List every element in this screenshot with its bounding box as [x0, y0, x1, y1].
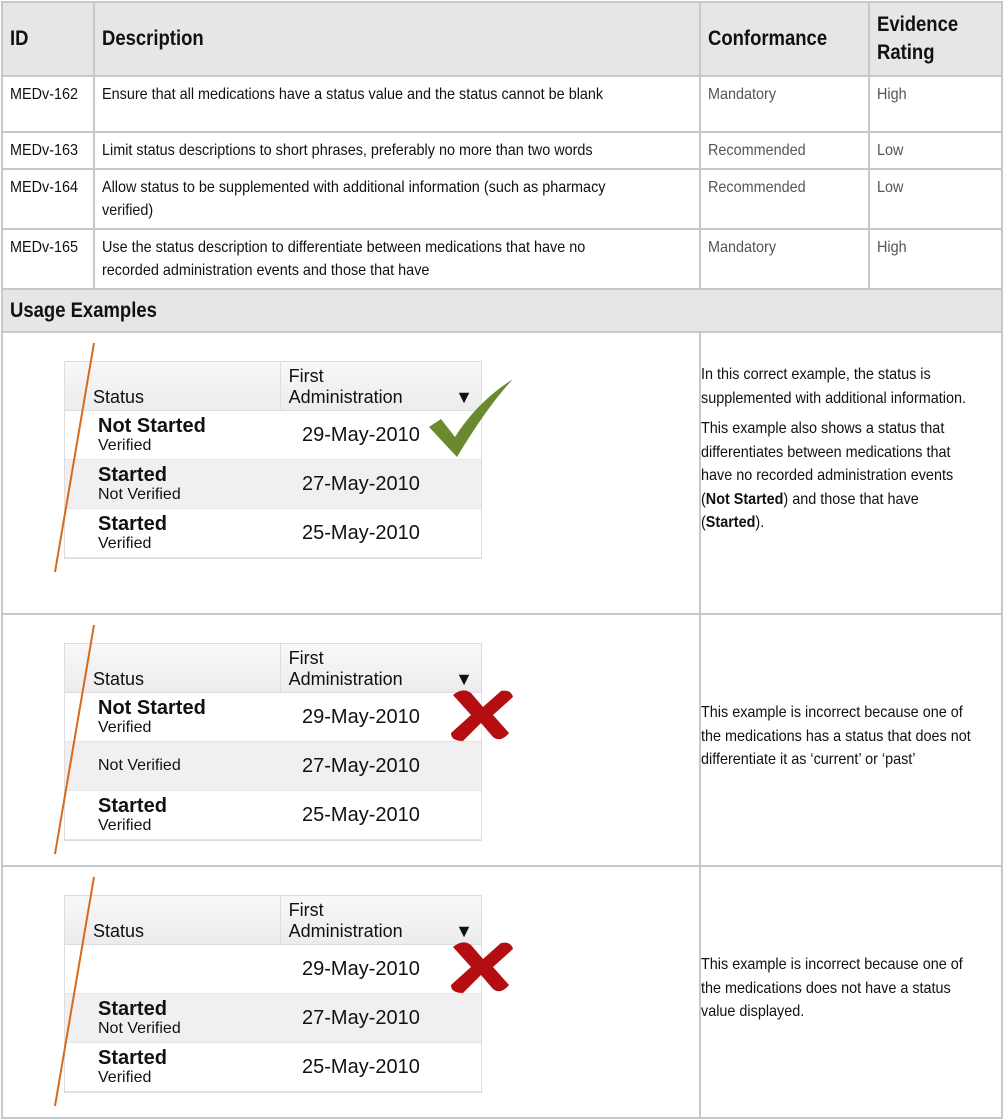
- row-description: Allow status to be supplemented with additional information (such as pharmacy verified): [94, 169, 700, 229]
- row-rating: High: [869, 229, 1002, 289]
- example-description: [700, 866, 1002, 1118]
- example-description: [700, 614, 1002, 866]
- first-admin-column-header[interactable]: First Administration ▼: [288, 648, 473, 689]
- first-admin-column-header[interactable]: First Administration ▼: [288, 366, 473, 407]
- status-sub: Not Verified: [98, 757, 181, 774]
- orange-line-decoration: [3, 333, 123, 583]
- guidelines-table: [1, 1, 1003, 1119]
- row-id: MEDv-165: [2, 229, 94, 289]
- usage-example: [2, 614, 1002, 866]
- status-column-header[interactable]: Status: [65, 896, 281, 944]
- row-rating: High: [869, 76, 1002, 132]
- row-description: Use the status description to differentiate between medications that have no recorded administration events and those that have: [94, 229, 700, 289]
- date-value: 29-May-2010: [302, 423, 420, 446]
- row-id: MEDv-162: [2, 76, 94, 132]
- row-description: Ensure that all medications have a status value and the status cannot be blank: [94, 76, 700, 132]
- date-value: 25-May-2010: [302, 1055, 420, 1078]
- checkmark-icon: [427, 377, 517, 459]
- row-description: Limit status descriptions to short phrases, preferably no more than two words: [94, 132, 700, 169]
- usage-example: [2, 332, 1002, 614]
- status-column-header[interactable]: Status: [65, 362, 281, 410]
- medication-status-table: [64, 643, 482, 841]
- row-rating: Low: [869, 169, 1002, 229]
- example-image: [2, 614, 700, 866]
- row-rating: Low: [869, 132, 1002, 169]
- row-conformance: Recommended: [700, 169, 869, 229]
- header-description: Description: [94, 2, 700, 76]
- mini-row: [65, 742, 481, 791]
- guideline-row: [2, 132, 1002, 169]
- date-value: 27-May-2010: [302, 1006, 420, 1029]
- mini-row: [65, 791, 481, 840]
- row-conformance: Mandatory: [700, 76, 869, 132]
- guideline-row: [2, 229, 1002, 289]
- status-value: Started: [98, 464, 167, 486]
- status-value: Started: [98, 513, 167, 535]
- header-row: [2, 2, 1002, 76]
- status-sub: Verified: [98, 1069, 152, 1086]
- status-value: Started: [98, 1047, 167, 1069]
- sort-desc-icon: ▼: [455, 921, 473, 941]
- row-id: MEDv-164: [2, 169, 94, 229]
- mini-row: [65, 460, 481, 509]
- date-value: 29-May-2010: [302, 957, 420, 980]
- status-sub: Verified: [98, 719, 152, 736]
- status-sub: Verified: [98, 817, 152, 834]
- mini-row: [65, 1043, 481, 1092]
- example-text-2: This example also shows a status that differentiates between medications that have no recorded administration events (Not Started) and those that have (Started).: [700, 420, 953, 531]
- example-text: This example is incorrect because one of the medications does not have a status value displayed.: [700, 956, 963, 1021]
- usage-example: [2, 866, 1002, 1118]
- header-id: ID: [2, 2, 94, 76]
- status-sub: Not Verified: [98, 1020, 181, 1037]
- example-image: [2, 332, 700, 614]
- cross-icon: [449, 939, 515, 995]
- date-value: 29-May-2010: [302, 705, 420, 728]
- date-value: 27-May-2010: [302, 754, 420, 777]
- orange-line-decoration: [3, 615, 123, 865]
- row-id: MEDv-163: [2, 132, 94, 169]
- example-description: [700, 332, 1002, 614]
- usage-title: Usage Examples: [10, 298, 157, 322]
- row-conformance: Mandatory: [700, 229, 869, 289]
- sort-desc-icon: ▼: [455, 387, 473, 407]
- medication-status-table: [64, 895, 482, 1093]
- example-text: In this correct example, the status is supplemented with additional information.: [700, 366, 966, 407]
- orange-line-decoration: [3, 867, 123, 1117]
- row-conformance: Recommended: [700, 132, 869, 169]
- example-text: This example is incorrect because one of the medications has a status that does not differentiate it as ‘current’ or ‘past’: [700, 704, 971, 769]
- mini-row: [65, 509, 481, 558]
- date-value: 25-May-2010: [302, 803, 420, 826]
- guideline-row: [2, 76, 1002, 132]
- mini-row: [65, 994, 481, 1043]
- cross-icon: [449, 687, 515, 743]
- mini-row: [65, 411, 481, 460]
- example-image: [2, 866, 700, 1118]
- guideline-row: [2, 169, 1002, 229]
- first-admin-column-header[interactable]: First Administration ▼: [288, 900, 473, 941]
- mini-row: [65, 693, 481, 742]
- status-sub: Not Verified: [98, 486, 181, 503]
- status-sub: Verified: [98, 535, 152, 552]
- usage-examples-header: [2, 289, 1002, 332]
- mini-row: [65, 945, 481, 994]
- sort-desc-icon: ▼: [455, 669, 473, 689]
- status-value: Started: [98, 795, 167, 817]
- status-value: Not Started: [98, 415, 206, 437]
- status-value: Started: [98, 998, 167, 1020]
- status-column-header[interactable]: Status: [65, 644, 281, 692]
- date-value: 27-May-2010: [302, 472, 420, 495]
- medication-status-table: [64, 361, 482, 559]
- status-sub: Verified: [98, 437, 152, 454]
- date-value: 25-May-2010: [302, 521, 420, 544]
- header-conformance: Conformance: [700, 2, 869, 76]
- status-value: Not Started: [98, 697, 206, 719]
- header-evidence: Evidence Rating: [869, 2, 1002, 76]
